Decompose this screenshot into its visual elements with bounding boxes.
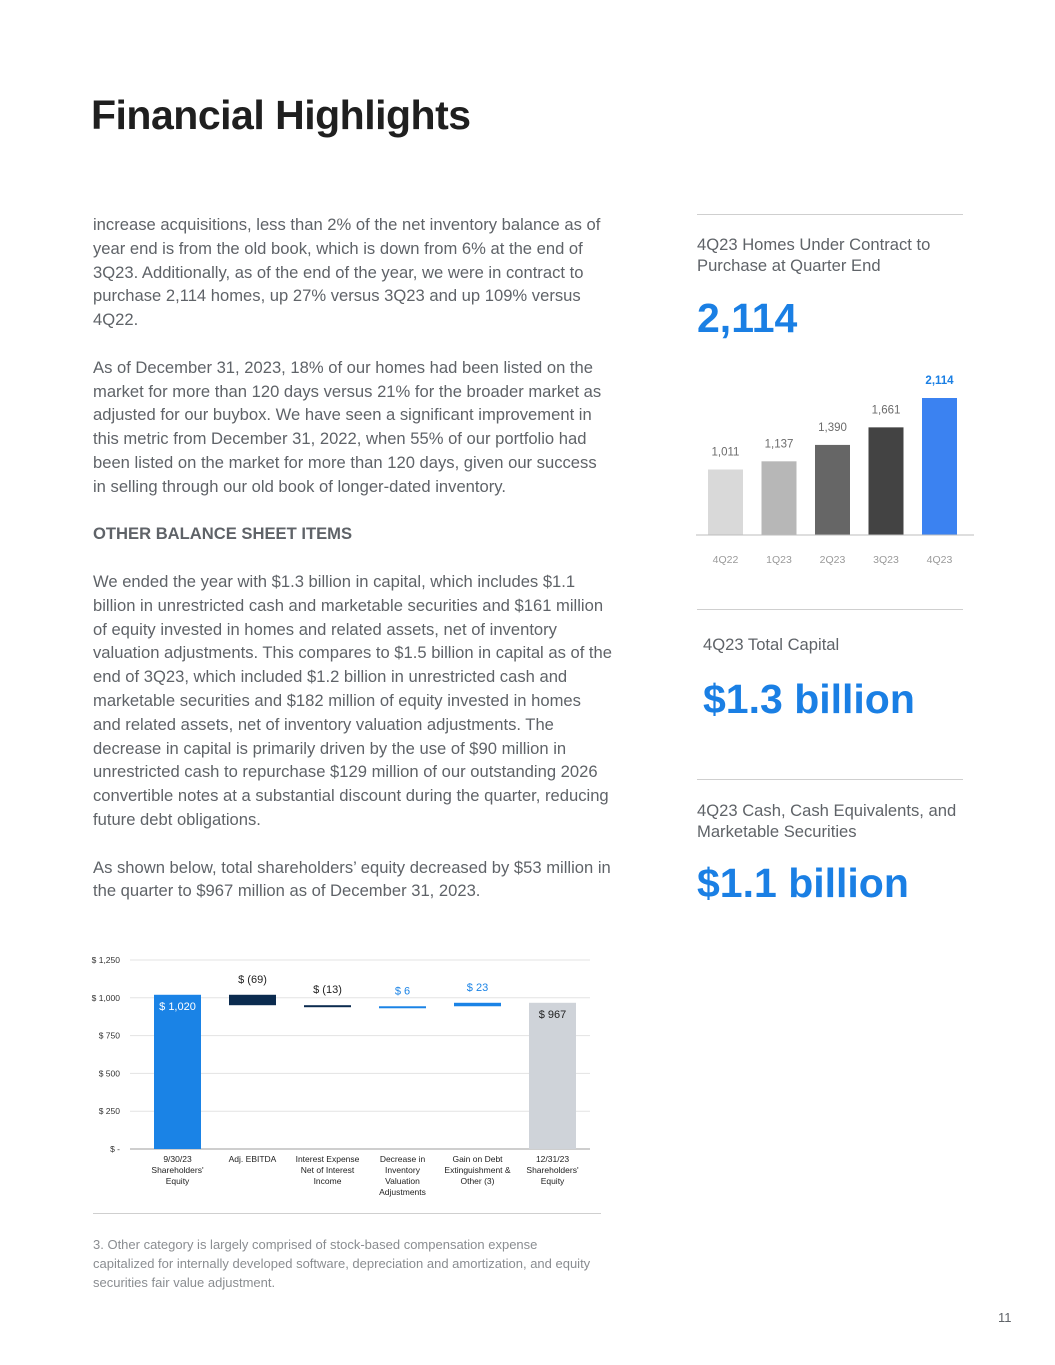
waterfall-bar [154,995,201,1149]
footnote-divider [93,1213,601,1214]
homes-axis-label: 1Q23 [766,554,792,566]
waterfall-category-label: Valuation [385,1176,420,1186]
homes-bar-2Q23 [815,445,850,535]
waterfall-category-label: Adjustments [379,1187,426,1197]
paragraph-listing: As of December 31, 2023, 18% of our homes had been listed on the market for more than 120 days versus 21% for the broader market as adjusted for our buybox. We have seen a significant improvement in this metric from December 31, 2022, when 55% of our portfolio had been listed on the market for more than 120 days, given our success in selling through our old book of longer-dated inventory. [93,357,602,496]
capital-divider [697,609,963,610]
waterfall-category-label: 12/31/23 [535,1154,570,1164]
waterfall-category-label: Other (3) [460,1176,495,1186]
waterfall-category-label: Decrease in [379,1154,426,1164]
waterfall-bar [379,1006,426,1008]
waterfall-category-label: Equity [165,1176,190,1186]
cash-divider [697,779,963,780]
waterfall-ytick-label: $ 1,000 [91,992,120,1003]
waterfall-category-label: Equity [540,1176,565,1186]
paragraph-equity: As shown below, total shareholders’ equity decreased by $53 million in the quarter to $967 million as of December 31, 2023. [93,857,611,901]
waterfall-value-label: $ 23 [466,981,489,994]
waterfall-bar [229,995,276,1005]
footnote: 3. Other category is largely comprised of stock-based compensation expense capitalized for internally developed software, depreciation and amortization, and equity securities fair value adjustment. [93,1237,591,1290]
waterfall-value-label: $ (13) [313,984,342,997]
homes-bar-3Q23 [869,427,904,535]
waterfall-value-label: $ 6 [394,985,411,998]
waterfall-bar [454,1003,501,1006]
homes-divider [697,214,963,215]
homes-bar-label: 2,114 [925,375,954,387]
waterfall-category-label: Net of Interest [300,1165,355,1175]
homes-bar-4Q23 [922,398,957,535]
cash-label: 4Q23 Cash, Cash Equivalents, and Marketable Securities [697,801,957,841]
equity-waterfall-chart [85,950,605,1210]
waterfall-category-label: Shareholders' [526,1165,579,1175]
homes-bar-1Q23 [762,461,797,535]
waterfall-bar [304,1005,351,1007]
homes-axis-label: 2Q23 [819,554,846,566]
paragraph-inventory: increase acquisitions, less than 2% of the net inventory balance as of year end is from the old book, which is down from 6% at the end of 3Q23. Additionally, as of the end of the year, we were in contract to purchase 2,114 homes, up 27% versus 3Q23 and up 109% versus 4Q22. [93,215,601,330]
homes-bar-label: 1,011 [711,446,740,459]
waterfall-category-label: 9/30/23 [163,1154,192,1164]
waterfall-category-label: Interest Expense [295,1154,360,1164]
homes-axis-label: 4Q22 [712,554,739,566]
waterfall-category-label: Income [313,1176,342,1186]
waterfall-ytick-label: $ 750 [98,1030,120,1041]
section-heading: OTHER BALANCE SHEET ITEMS [93,524,353,544]
homes-axis-label: 4Q23 [926,554,953,566]
waterfall-ytick-label: $ - [110,1144,120,1154]
waterfall-ytick-label: $ 250 [98,1106,120,1117]
waterfall-category-label: Inventory [385,1165,420,1175]
waterfall-category-label: Shareholders' [151,1165,204,1175]
homes-bar-label: 1,390 [818,421,847,434]
waterfall-category-label: Adj. EBITDA [228,1154,277,1164]
paragraph-capital: We ended the year with $1.3 billion in capital, which includes $1.1 billion in unrestricted cash and marketable securities and $161 million of equity invested in homes and related assets, net of inventory valuation adjustments. This compares to $1.5 billion in capital as of the end of 3Q23, which included $1.2 billion in unrestricted cash and marketable securities and $182 million of equity invested in homes and related assets, net of inventory valuation adjustments. The decrease in capital is primarily driven by the use of $90 million in unrestricted cash to repurchase $129 million of our outstanding 2026 convertible notes at a substantial discount during the quarter, reducing future debt obligations. [93,571,613,829]
homes-bar-label: 1,661 [871,404,901,417]
waterfall-ytick-label: $ 1,250 [91,955,120,965]
cash-value: $1.1 billion [697,860,909,906]
homes-bar-4Q22 [708,469,743,535]
homes-axis-label: 3Q23 [873,554,899,566]
body-text [93,213,613,927]
waterfall-value-label: $ (69) [238,973,267,986]
homes-label: 4Q23 Homes Under Contract to Purchase at Quarter End [697,235,931,275]
waterfall-bar [529,1003,576,1149]
capital-value: $1.3 billion [703,676,915,722]
homes-bar-chart [688,360,978,580]
capital-label: 4Q23 Total Capital [703,635,840,654]
waterfall-category-label: Extinguishment & [444,1165,511,1175]
homes-value: 2,114 [697,295,798,341]
waterfall-value-label: $ 967 [538,1008,567,1021]
page-number: 11 [998,1310,1012,1325]
waterfall-value-label: $ 1,020 [159,1000,196,1013]
waterfall-category-label: Gain on Debt [452,1154,503,1164]
homes-bar-label: 1,137 [764,438,794,451]
page-title: Financial Highlights [91,92,471,138]
waterfall-ytick-label: $ 500 [98,1068,120,1079]
